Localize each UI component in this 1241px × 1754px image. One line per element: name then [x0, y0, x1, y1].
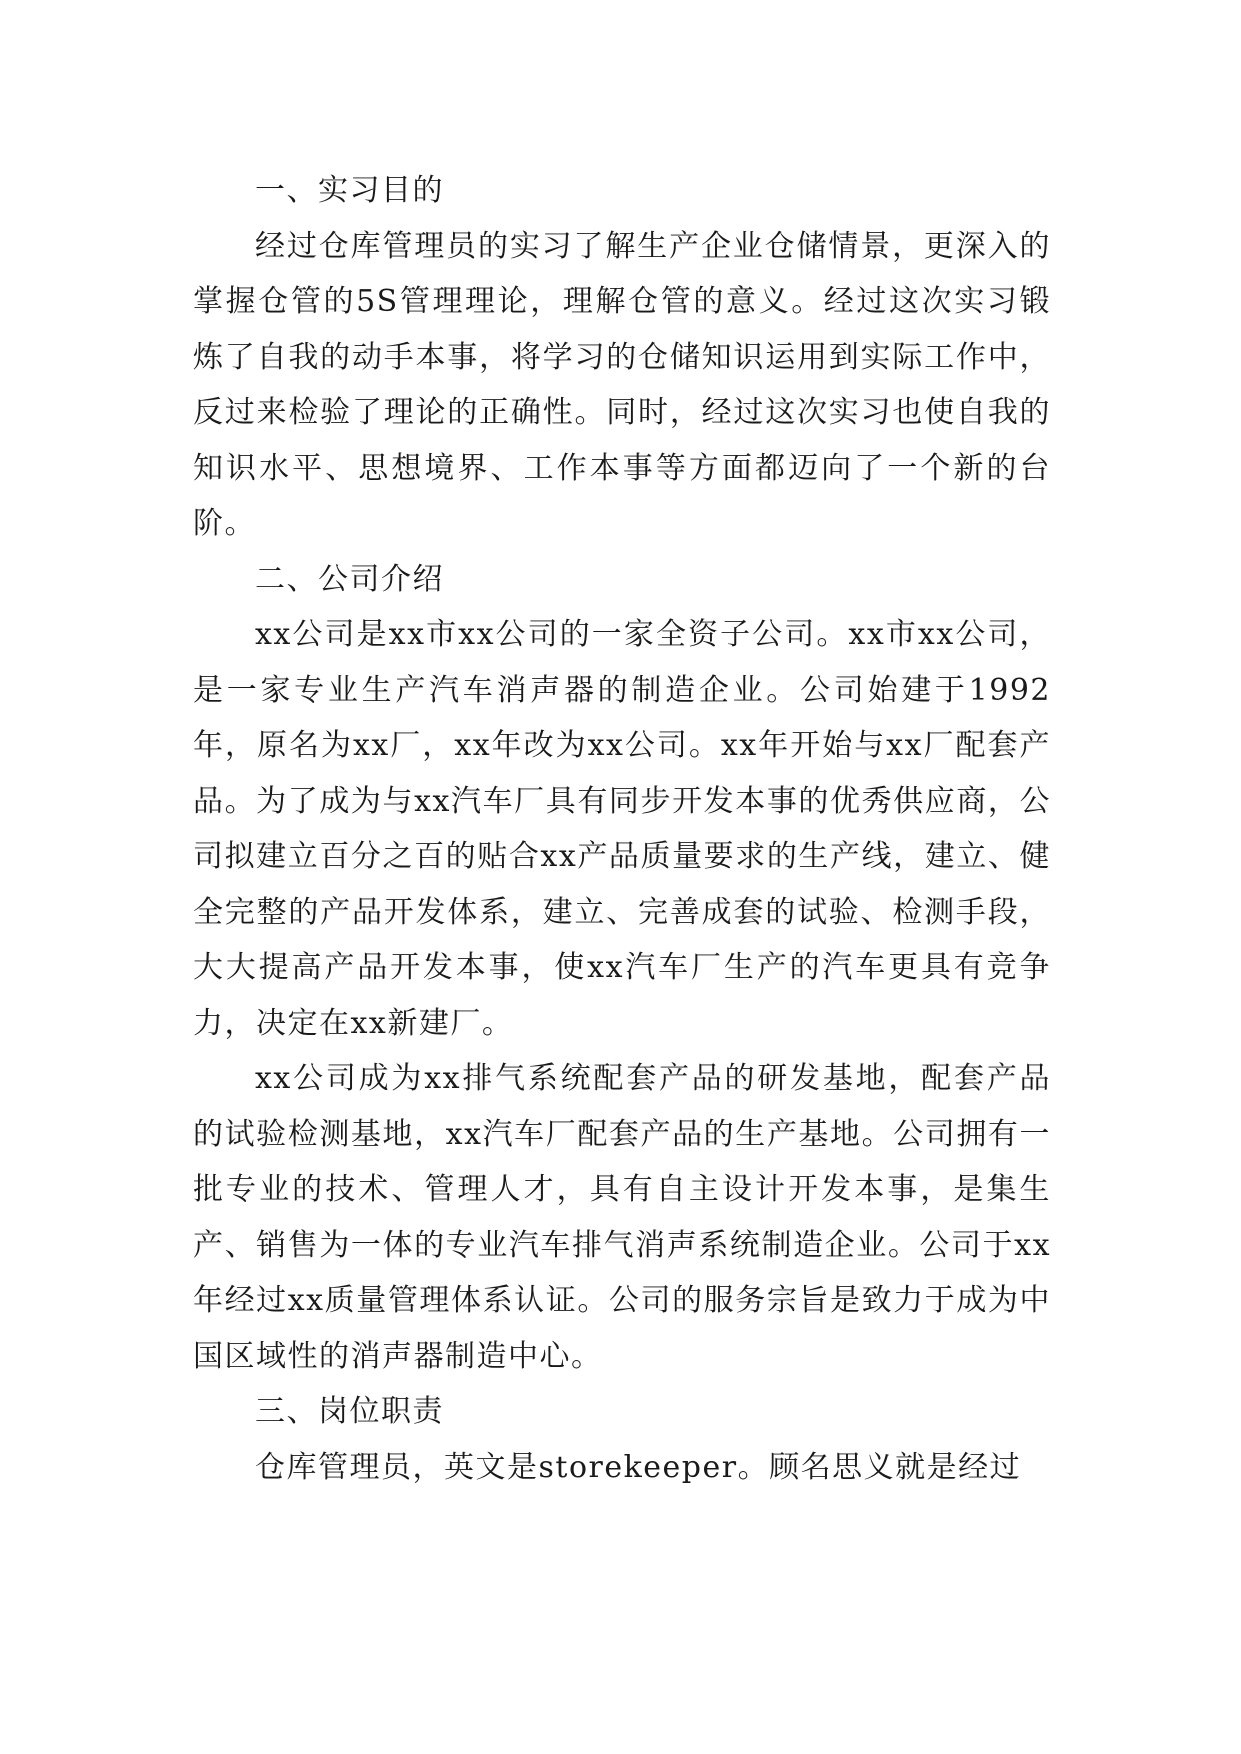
document-body — [193, 163, 1051, 1495]
paragraph-duties: 仓库管理员，英文是storekeeper。顾名思义就是经过 — [255, 1449, 1022, 1485]
paragraph-company-intro: xx公司是xx市xx公司的一家全资子公司。xx市xx公司，是一家专业生产汽车消声器的制造企业。公司始建于1992年，原名为xx厂，xx年改为xx公司。xx年开始与xx厂配套产品。为了成为与xx汽车厂具有同步开发本事的优秀供应商，公司拟建立百分之百的贴合xx产品质量要求的生产线，建立、健全完整的产品开发体系，建立、完善成套的试验、检测手段，大大提高产品开发本事，使xx汽车厂生产的汽车更具有竞争力，决定在xx新建厂。 — [193, 617, 1051, 1041]
paragraph-purpose: 经过仓库管理员的实习了解生产企业仓储情景，更深入的掌握仓管的5S管理理论，理解仓管的意义。经过这次实习锻炼了自我的动手本事，将学习的仓储知识运用到实际工作中，反过来检验了理论的正确性。同时，经过这次实习也使自我的知识水平、思想境界、工作本事等方面都迈向了一个新的台阶。 — [193, 228, 1051, 541]
section-heading-purpose: 一、实习目的 — [255, 173, 444, 208]
paragraph-company-details: xx公司成为xx排气系统配套产品的研发基地，配套产品的试验检测基地，xx汽车厂配套产品的生产基地。公司拥有一批专业的技术、管理人才，具有自主设计开发本事，是集生产、销售为一体的专业汽车排气消声系统制造企业。公司于xx年经过xx质量管理体系认证。公司的服务宗旨是致力于成为中国区域性的消声器制造中心。 — [193, 1061, 1051, 1374]
section-heading-duties: 三、岗位职责 — [255, 1394, 444, 1429]
section-heading-company: 二、公司介绍 — [255, 561, 444, 597]
